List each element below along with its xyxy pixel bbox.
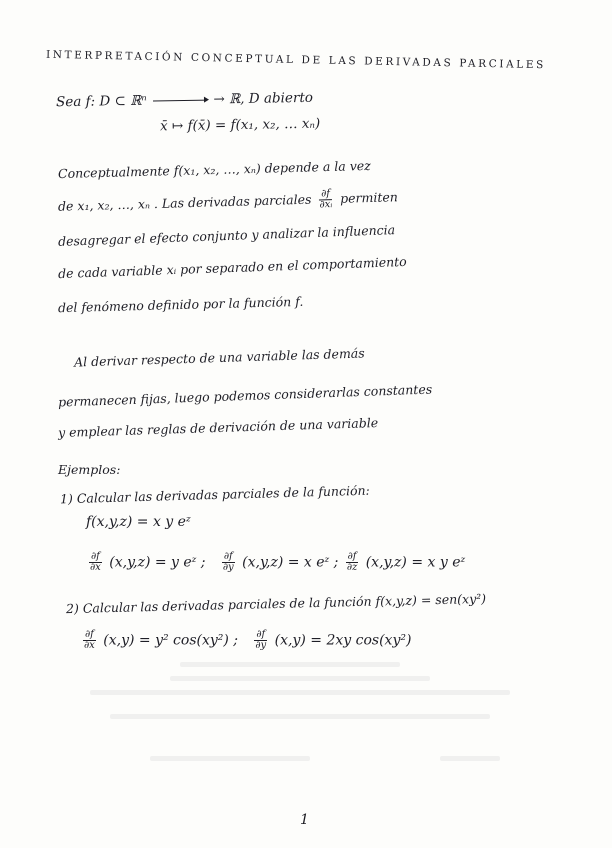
ex1-dx-num: ∂f (90, 551, 100, 562)
ex2-dx-result: (x,y) = y² cos(xy²) ; (103, 632, 239, 649)
para1-line-1: Conceptualmente f(x₁, x₂, …, xₙ) depende a la vez (57, 157, 371, 182)
partial-xi-fraction (317, 189, 334, 210)
ex1-dz-result: (x,y,z) = x y eᶻ (365, 554, 466, 571)
para1-line-2-end: permiten (339, 189, 399, 206)
ex2-dy-num: ∂f (256, 629, 266, 640)
bleed-through-line (180, 662, 400, 667)
setup-rule: ↦ f(x̄) = f(x₁, x₂, … xₙ) (171, 115, 321, 135)
page-title: INTERPRETACIÓN CONCEPTUAL DE LAS DERIVADAS PARCIALES (45, 48, 546, 72)
bleed-through-line (150, 756, 310, 761)
para1-line-3: desagregar el efecto conjunto y analizar la influencia (57, 222, 396, 249)
ex1-dx-den: ∂x (90, 562, 101, 573)
page-number: 1 (300, 812, 309, 828)
para2-line-1: Al derivar respecto de una variable las demás (73, 345, 365, 370)
setup-line-1 (56, 90, 313, 110)
bleed-through-line (110, 714, 490, 719)
ex2-dx-den: ∂x (84, 640, 95, 651)
para1-line-4: de cada variable xᵢ por separado en el comportamiento (57, 253, 407, 282)
bleed-through-line (440, 756, 500, 761)
examples-heading: Ejemplos: (58, 462, 121, 477)
ex2-dx-num: ∂f (84, 629, 94, 640)
example-2-title: 2) Calcular las derivadas parciales de la función f(x,y,z) = sen(xy²) (65, 590, 487, 617)
partial-xi-num: ∂f (319, 189, 332, 200)
ex1-dz-num: ∂f (347, 551, 357, 562)
ex1-dz-fraction (345, 552, 359, 573)
bleed-through-line (170, 676, 430, 681)
mapping-arrow (153, 100, 207, 102)
ex1-dx-fraction (88, 552, 103, 573)
ex2-dy-den: ∂y (255, 640, 267, 651)
ex1-dy-num: ∂f (223, 551, 233, 562)
para1-line-2-text: de x₁, x₂, …, xₙ . Las derivadas parciales (57, 191, 312, 214)
ex2-dy-result: (x,y) = 2xy cos(xy²) (274, 632, 412, 649)
setup-domain: Sea f: D ⊂ ℝⁿ (55, 92, 147, 111)
example-1-title: 1) Calcular las derivadas parciales de la función: (59, 482, 370, 507)
setup-line-2 (160, 116, 320, 135)
example-1-function: f(x,y,z) = x y eᶻ (86, 514, 191, 530)
setup-vector: x̄ (159, 118, 168, 135)
ex1-dx-result: (x,y,z) = y eᶻ ; (109, 554, 206, 571)
ex2-dx-fraction (82, 630, 97, 651)
bleed-through-line (90, 690, 510, 695)
para2-line-2: permanecen fijas, luego podemos considerarlas constantes (57, 381, 433, 410)
example-2-derivatives (80, 630, 411, 651)
ex1-dy-result: (x,y,z) = x eᶻ ; (242, 554, 339, 571)
para1-line-2 (58, 187, 398, 217)
para2-line-3: y emplear las reglas de derivación de una variable (57, 414, 379, 441)
ex1-dy-den: ∂y (222, 562, 234, 573)
ex1-dy-fraction (221, 552, 236, 573)
ex1-dz-den: ∂z (346, 562, 358, 573)
ex2-dy-fraction (253, 630, 268, 651)
partial-xi-den: ∂xᵢ (319, 199, 333, 211)
setup-codomain: → ℝ, D abierto (213, 89, 314, 108)
para1-line-5: del fenómeno definido por la función f. (57, 293, 304, 316)
example-1-derivatives (86, 552, 465, 573)
